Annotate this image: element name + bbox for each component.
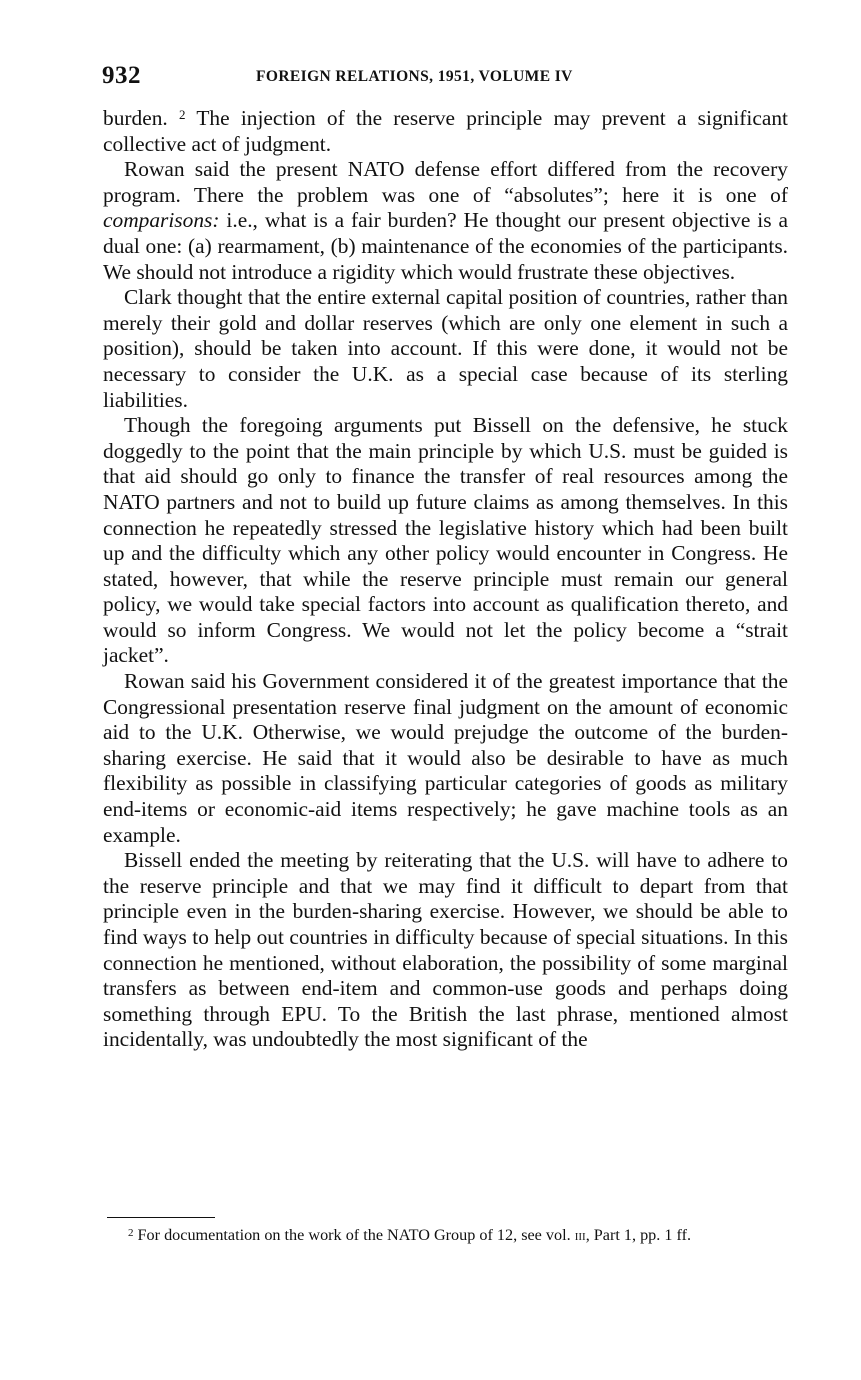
paragraph-2-text-end: i.e., what is a fair burden? He thought our present objective is a dual one: (a) rearmament, (b) maintenance of the economies of the participants. We should not introduce a rigidity which would frustrate these objectives. [103, 208, 788, 284]
paragraph-4: Though the foregoing arguments put Bissell on the defensive, he stuck doggedly to the point that the main principle by which U.S. must be guided is that aid should go only to finance the transfer of real resources among the NATO partners and not to build up future claims as among themselves. In this connection he repeatedly stressed the legislative history which had been built up and the difficulty which any other policy would encounter in Congress. He stated, however, that while the reserve principle must remain our general policy, we would take special factors into account as qualification thereto, and would so inform Congress. We would not let the policy become a “strait jacket”. [103, 413, 788, 668]
footnote [107, 1225, 790, 1246]
paragraph-1-text-start: burden. [103, 106, 168, 130]
footnote-divider [107, 1217, 215, 1218]
paragraph-1 [103, 106, 788, 157]
page-number: 932 [102, 62, 141, 89]
paragraph-2-text-start: Rowan said the present NATO defense effort differed from the recovery program. There the problem was one of “absolutes”; here it is one of [103, 157, 788, 207]
footnote-text-start: For documentation on the work of the NATO Group of 12, see vol. [137, 1226, 571, 1244]
running-title: FOREIGN RELATIONS, 1951, VOLUME IV [256, 68, 573, 85]
paragraph-1-text-end: The injection of the reserve principle may prevent a significant collective act of judgment. [103, 106, 788, 156]
paragraph-3: Clark thought that the entire external capital position of countries, rather than merely their gold and dollar reserves (which are only one element in such a position), should be taken into account. If this were done, it would not be necessary to consider the U.K. as a special case because of its sterling liabilities. [103, 285, 788, 412]
footnote-volume: iii [574, 1226, 586, 1244]
body-text [103, 106, 788, 1053]
footnote-mark: 2 [128, 1227, 134, 1239]
paragraph-5: Rowan said his Government considered it of the greatest importance that the Congressional presentation reserve final judgment on the amount of economic aid to the U.K. Otherwise, we would prejudge the outcome of the burden-sharing exercise. He said that it would also be desirable to have as much flexibility as possible in classifying particular categories of goods as military end-items or economic-aid items respectively; he gave machine tools as an example. [103, 669, 788, 847]
paragraph-6: Bissell ended the meeting by reiterating that the U.S. will have to adhere to the reserve principle and that we may find it difficult to depart from that principle even in the burden-sharing exercise. However, we should be able to find ways to help out countries in difficulty because of special situations. In this connection he mentioned, without elaboration, the possibility of some marginal transfers as between end-item and common-use goods and perhaps doing something through EPU. To the British the last phrase, mentioned almost incidentally, was undoubtedly the most significant of the [103, 848, 788, 1052]
emphasis-comparisons: comparisons: [103, 208, 220, 233]
footnote-text-end: , Part 1, pp. 1 ff. [585, 1226, 692, 1244]
footnote-reference: 2 [178, 107, 186, 122]
paragraph-2 [103, 157, 788, 285]
